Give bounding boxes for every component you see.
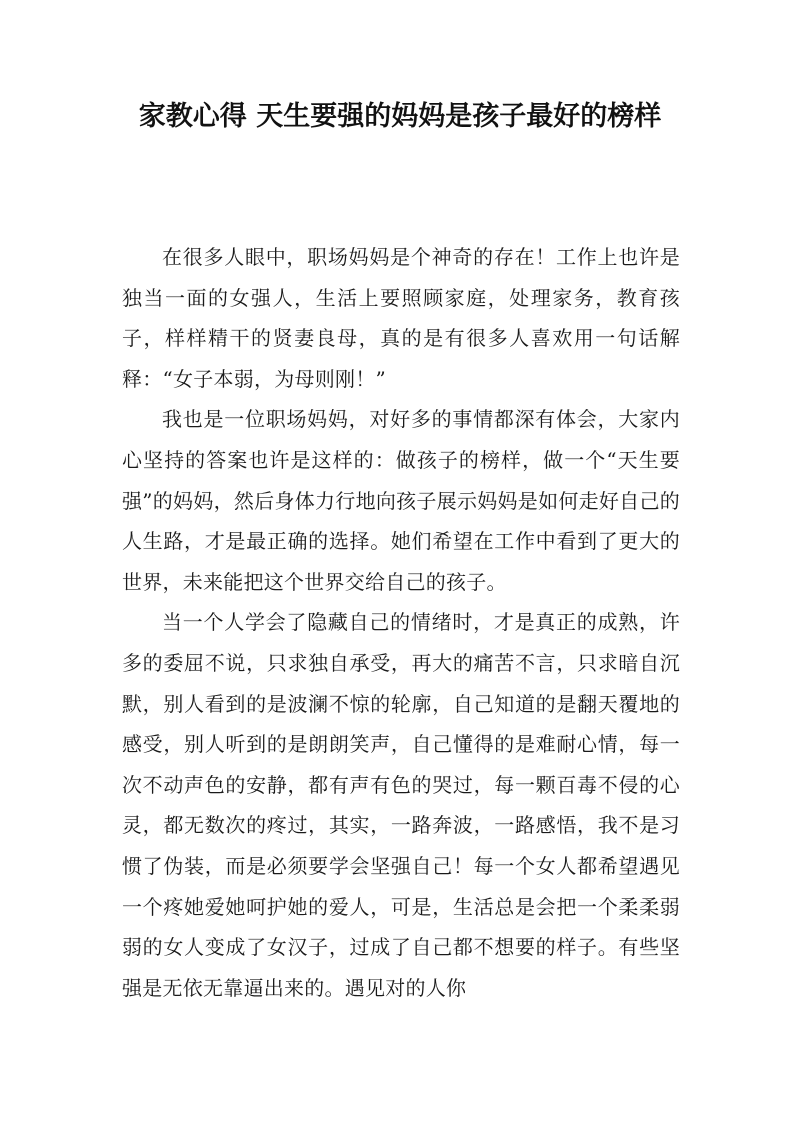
paragraph-2: 我也是一位职场妈妈，对好多的事情都深有体会，大家内心坚持的答案也许是这样的：做孩子的榜样，做一个“天生要强”的妈妈，然后身体力行地向孩子展示妈妈是如何走好自己的人生路，才是最正确的选择。她们希望在工作中看到了更大的世界，未来能把这个世界交给自己的孩子。 (122, 407, 680, 594)
paragraph-1: 在很多人眼中，职场妈妈是个神奇的存在！工作上也许是独当一面的女强人，生活上要照顾家庭，处理家务，教育孩子，样样精干的贤妻良母，真的是有很多人喜欢用一句话解释：“女子本弱，为母则刚！” (122, 245, 680, 391)
paragraph-3: 当一个人学会了隐藏自己的情绪时，才是真正的成熟，许多的委屈不说，只求独自承受，再大的痛苦不言，只求暗自沉默，别人看到的是波澜不惊的轮廓，自己知道的是翻天覆地的感受，别人听到的是朗朗笑声，自己懂得的是难耐心情，每一次不动声色的安静，都有声有色的哭过，每一颗百毒不侵的心灵，都无数次的疼过，其实，一路奔波，一路感悟，我不是习惯了伪装，而是必须要学会坚强自己！每一个女人都希望遇见一个疼她爱她呵护她的爱人，可是，生活总是会把一个柔柔弱弱的女人变成了女汉子，过成了自己都不想要的样子。有些坚强是无依无靠逼出来的。遇见对的人你 (122, 610, 680, 1000)
document-body (122, 237, 680, 1008)
document-title: 家教心得 天生要强的妈妈是孩子最好的榜样 (138, 101, 662, 132)
